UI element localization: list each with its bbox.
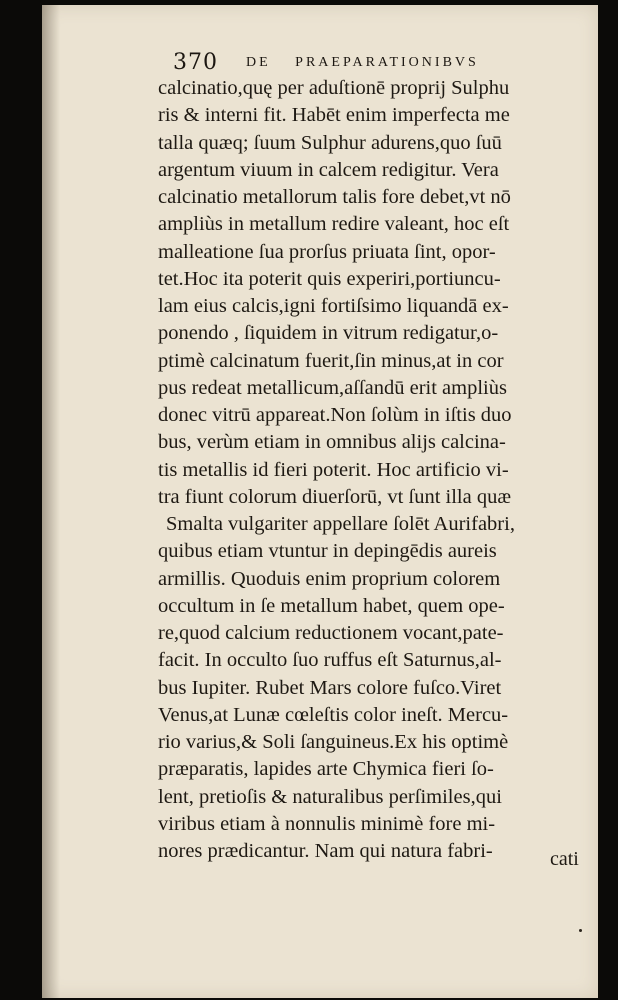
text-line: donec vitrū appareat.Non ſolùm in iſtis duo	[158, 404, 512, 426]
ink-speck	[579, 929, 582, 932]
text-line: quibus etiam vtuntur in depingēdis aureis	[158, 540, 497, 563]
text-line: occultum in ſe metallum habet, quem ope-	[158, 594, 505, 617]
page-number: 370	[173, 50, 218, 75]
text-line: lent, pretioſis & naturalibus perſimiles,qui	[158, 785, 502, 808]
text-line: tis metallis id fieri poterit. Hoc artificio vi-	[158, 458, 509, 481]
text-line: ampliùs in metallum redire valeant, hoc eſt	[158, 213, 510, 236]
text-line: bus Iupiter. Rubet Mars colore fuſco.Viret	[158, 676, 502, 699]
text-line: talla quæq; ſuum Sulphur adurens,quo ſuū	[158, 131, 502, 154]
text-line: tra fiunt colorum diuerſorū, vt ſunt illa quæ	[158, 485, 511, 508]
text-line: Venus,at Lunæ cœleſtis color ineſt. Mercu-	[158, 703, 509, 726]
text-line: re,quod calcium reductionem vocant,pate-	[158, 622, 504, 644]
running-head-title: PRAEPARATIONIBVS	[295, 55, 479, 70]
text-line: calcinatio,quę per aduſtionē proprij Sulphu	[158, 77, 510, 99]
text-line: rio varius,& Soli ſanguineus.Ex his optimè	[158, 731, 509, 753]
text-line: facit. In occulto ſuo ruffus eſt Saturnus,al-	[158, 649, 502, 672]
text-line: tet.Hoc ita poterit quis experiri,portiuncu-	[158, 267, 501, 290]
text-line: Smalta vulgariter appellare ſolēt Aurifabri,	[166, 513, 515, 535]
body-text	[158, 75, 598, 865]
running-head-de: DE	[246, 55, 271, 70]
catchword: cati	[550, 848, 579, 870]
text-line: bus, verùm etiam in omnibus alijs calcina-	[158, 431, 506, 454]
text-line: viribus etiam à nonnulis minimè fore mi-	[158, 812, 496, 835]
text-line: ptimè calcinatum fuerit,ſin minus,at in cor	[158, 349, 504, 372]
text-line: pus redeat metallicum,aſſandū erit ampliùs	[158, 376, 507, 399]
gutter-shadow	[42, 5, 60, 998]
text-line: lam eius calcis,igni fortiſsimo liquandā ex-	[158, 295, 509, 317]
text-line: calcinatio metallorum talis fore debet,vt nō	[158, 186, 511, 208]
page-edge	[598, 0, 618, 1000]
text-line: argentum viuum in calcem redigitur. Vera	[158, 158, 499, 181]
running-head	[246, 55, 479, 71]
text-line: ponendo , ſiquidem in vitrum redigatur,o-	[158, 322, 499, 345]
text-line: nores prædicantur. Nam qui natura fabri-	[158, 840, 493, 862]
text-line: præparatis, lapides arte Chymica fieri ſo-	[158, 758, 494, 781]
page-header	[0, 48, 618, 78]
text-line: armillis. Quoduis enim proprium colorem	[158, 567, 501, 590]
text-line: ris & interni fit. Habēt enim imperfecta me	[158, 104, 510, 127]
text-line: malleatione ſua prorſus priuata ſint, opor-	[158, 240, 496, 263]
